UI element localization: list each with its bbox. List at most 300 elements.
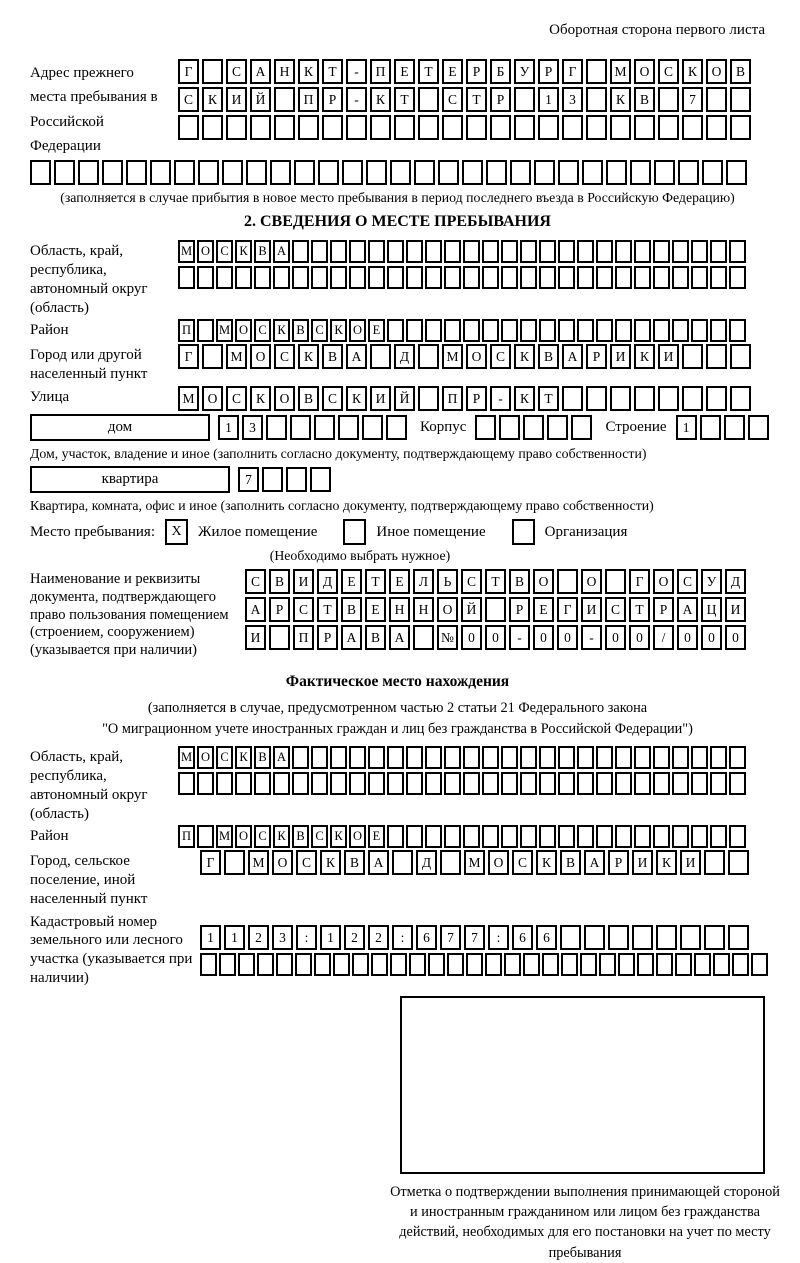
char-cell: К	[656, 850, 677, 875]
dom-row	[30, 414, 765, 441]
char-cell	[501, 240, 518, 263]
char-cell	[370, 115, 391, 140]
char-cell: П	[298, 87, 319, 112]
char-cell	[596, 319, 613, 342]
char-cell	[466, 115, 487, 140]
char-cell: П	[370, 59, 391, 84]
char-cell: 1	[218, 415, 239, 440]
char-cell: В	[509, 569, 530, 594]
char-cell: В	[341, 597, 362, 622]
char-cell	[534, 160, 555, 185]
char-cell	[632, 925, 653, 950]
char-cell	[654, 160, 675, 185]
char-cell: В	[560, 850, 581, 875]
char-cell: Е	[394, 59, 415, 84]
char-cell	[418, 344, 439, 369]
char-cell	[387, 746, 404, 769]
char-cell: С	[322, 386, 343, 411]
char-cell	[580, 953, 597, 976]
char-cell	[485, 953, 502, 976]
fact-note-2: "О миграционном учете иностранных граждан и лиц без гражданства в Российской Федерации")	[102, 721, 693, 738]
char-cell	[54, 160, 75, 185]
char-cell: А	[250, 59, 271, 84]
char-cell	[596, 772, 613, 795]
char-cell	[222, 160, 243, 185]
char-cell	[254, 266, 271, 289]
char-cell	[197, 825, 214, 848]
char-cell	[558, 746, 575, 769]
char-cell	[751, 953, 768, 976]
char-cell	[482, 746, 499, 769]
char-cell	[558, 825, 575, 848]
char-cell: К	[514, 386, 535, 411]
char-cell	[691, 746, 708, 769]
char-cell: Д	[317, 569, 338, 594]
char-cell: Т	[485, 569, 506, 594]
stamp-box	[400, 996, 765, 1174]
char-cell: О	[197, 240, 214, 263]
char-cell: К	[346, 386, 367, 411]
char-cell	[610, 386, 631, 411]
char-cell: И	[725, 597, 746, 622]
char-cell: В	[365, 625, 386, 650]
char-cell: К	[273, 825, 290, 848]
doc-section	[30, 569, 765, 659]
char-cell	[672, 319, 689, 342]
char-cell: М	[178, 386, 199, 411]
char-cell	[558, 240, 575, 263]
char-cell: С	[296, 850, 317, 875]
char-cell	[266, 415, 287, 440]
stroenie-label: Строение	[605, 418, 667, 435]
char-cell: Р	[466, 386, 487, 411]
char-cell	[414, 160, 435, 185]
char-cell: Д	[725, 569, 746, 594]
char-cell: В	[254, 746, 271, 769]
mesto-prebyvaniya-row	[30, 519, 765, 545]
char-cell: С	[490, 344, 511, 369]
char-cell	[295, 953, 312, 976]
char-cell: С	[605, 597, 626, 622]
char-cell	[330, 772, 347, 795]
char-cell	[729, 825, 746, 848]
dom-box: дом	[30, 414, 210, 441]
char-cell	[178, 115, 199, 140]
char-cell	[615, 266, 632, 289]
char-cell	[542, 953, 559, 976]
prev-address-cell-rows	[178, 59, 754, 143]
char-cell: И	[226, 87, 247, 112]
prev-address-row-3	[178, 115, 754, 140]
dom-cells	[218, 415, 410, 440]
char-cell	[290, 415, 311, 440]
char-cell	[730, 386, 751, 411]
char-cell	[558, 319, 575, 342]
char-cell: К	[330, 825, 347, 848]
char-cell: О	[235, 319, 252, 342]
char-cell: 7	[682, 87, 703, 112]
char-cell: Г	[629, 569, 650, 594]
char-cell	[463, 240, 480, 263]
doc-row-3	[245, 625, 749, 650]
char-cell: 0	[485, 625, 506, 650]
prev-address-row-4	[30, 160, 765, 185]
char-cell	[539, 319, 556, 342]
char-cell: К	[298, 59, 319, 84]
char-cell	[425, 240, 442, 263]
char-cell	[682, 344, 703, 369]
char-cell	[653, 319, 670, 342]
char-cell: У	[514, 59, 535, 84]
char-cell	[680, 925, 701, 950]
char-cell: Е	[365, 597, 386, 622]
fact-kadastr-label: Кадастровый номер земельного или лесного участка (указывается при наличии)	[30, 913, 193, 986]
checkbox-inoe	[343, 519, 366, 545]
char-cell	[273, 266, 290, 289]
char-cell	[475, 415, 496, 440]
char-cell	[672, 240, 689, 263]
char-cell	[586, 87, 607, 112]
char-cell: Е	[368, 825, 385, 848]
prev-address-label: Адрес прежнего места пребывания в Российской Федерации	[30, 65, 158, 154]
char-cell: Н	[274, 59, 295, 84]
char-cell: :	[488, 925, 509, 950]
char-cell	[463, 746, 480, 769]
char-cell	[368, 240, 385, 263]
char-cell	[368, 266, 385, 289]
char-cell: О	[533, 569, 554, 594]
char-cell	[678, 160, 699, 185]
char-cell: И	[658, 344, 679, 369]
char-cell: 3	[562, 87, 583, 112]
char-cell	[490, 115, 511, 140]
char-cell	[729, 772, 746, 795]
char-cell	[78, 160, 99, 185]
char-cell: 0	[629, 625, 650, 650]
char-cell	[501, 825, 518, 848]
char-cell	[729, 266, 746, 289]
field-oblast	[30, 240, 765, 317]
char-cell	[653, 825, 670, 848]
char-cell	[202, 344, 223, 369]
char-cell	[235, 266, 252, 289]
char-cell	[557, 569, 578, 594]
char-cell	[710, 266, 727, 289]
char-cell: П	[178, 825, 195, 848]
fact-field-gorod	[30, 850, 765, 908]
char-cell	[444, 825, 461, 848]
char-cell: А	[368, 850, 389, 875]
char-cell	[700, 415, 721, 440]
char-cell: Л	[413, 569, 434, 594]
char-cell	[634, 266, 651, 289]
char-cell	[656, 925, 677, 950]
char-cell: О	[581, 569, 602, 594]
char-cell: 0	[725, 625, 746, 650]
korpus-cells	[475, 415, 595, 440]
char-cell	[577, 746, 594, 769]
char-cell	[520, 266, 537, 289]
char-cell: М	[442, 344, 463, 369]
char-cell	[658, 87, 679, 112]
char-cell: О	[634, 59, 655, 84]
char-cell	[390, 953, 407, 976]
char-cell	[406, 825, 423, 848]
char-cell: 3	[242, 415, 263, 440]
char-cell	[342, 160, 363, 185]
char-cell: 1	[676, 415, 697, 440]
char-cell: -	[581, 625, 602, 650]
char-cell	[691, 319, 708, 342]
char-cell	[672, 825, 689, 848]
char-cell	[504, 953, 521, 976]
char-cell	[202, 115, 223, 140]
kvartira-box: квартира	[30, 466, 230, 493]
char-cell	[447, 953, 464, 976]
char-cell: В	[634, 87, 655, 112]
char-cell	[413, 625, 434, 650]
char-cell	[634, 386, 655, 411]
char-cell: 0	[677, 625, 698, 650]
char-cell: :	[392, 925, 413, 950]
char-cell: С	[293, 597, 314, 622]
char-cell	[704, 850, 725, 875]
char-cell: Г	[557, 597, 578, 622]
char-cell	[558, 266, 575, 289]
char-cell: Т	[538, 386, 559, 411]
char-cell	[539, 746, 556, 769]
char-cell: О	[272, 850, 293, 875]
char-cell: С	[216, 746, 233, 769]
char-cell	[311, 266, 328, 289]
char-cell: Т	[629, 597, 650, 622]
fact-kadastr-row-1	[200, 925, 770, 950]
char-cell	[292, 746, 309, 769]
char-cell	[523, 953, 540, 976]
char-cell	[352, 953, 369, 976]
char-cell	[539, 772, 556, 795]
fact-field-raion	[30, 825, 765, 848]
doc-label: Наименование и реквизиты документа, подтверждающего право пользования помещением (строением, сооружением) (указывается при наличии)	[30, 571, 229, 659]
raion-row	[178, 319, 748, 342]
char-cell	[387, 266, 404, 289]
fact-raion-label: Район	[30, 828, 69, 845]
char-cell	[704, 925, 725, 950]
section2-title: 2. СВЕДЕНИЯ О МЕСТЕ ПРЕБЫВАНИЯ	[244, 213, 551, 231]
char-cell	[425, 266, 442, 289]
char-cell: -	[509, 625, 530, 650]
char-cell	[294, 160, 315, 185]
char-cell	[466, 953, 483, 976]
field-ulitsa	[30, 386, 765, 411]
prev-address-note: (заполняется в случае прибытия в новое место пребывания в период последнего въезда в Российскую Федерацию)	[60, 190, 735, 206]
char-cell: 1	[224, 925, 245, 950]
stamp-caption: Отметка о подтверждении выполнения принимающей стороной и иностранным гражданином или лицом без гражданства действий, необходимых для его постановки на учет по месту пребывания	[390, 1183, 780, 1261]
char-cell: К	[250, 386, 271, 411]
char-cell: Р	[269, 597, 290, 622]
char-cell: О	[466, 344, 487, 369]
fact-heading: Фактическое место нахождения	[285, 672, 510, 690]
char-cell: №	[437, 625, 458, 650]
char-cell	[653, 746, 670, 769]
char-cell	[463, 772, 480, 795]
char-cell: У	[701, 569, 722, 594]
gorod-label: Город или другой населенный пункт	[30, 347, 148, 383]
char-cell	[349, 240, 366, 263]
char-cell	[238, 953, 255, 976]
char-cell	[702, 160, 723, 185]
char-cell: 2	[368, 925, 389, 950]
char-cell	[366, 160, 387, 185]
char-cell	[349, 266, 366, 289]
char-cell: :	[296, 925, 317, 950]
char-cell	[605, 569, 626, 594]
char-cell	[371, 953, 388, 976]
char-cell: Е	[389, 569, 410, 594]
char-cell: М	[248, 850, 269, 875]
fact-gorod-label: Город, сельское поселение, иной населенный пункт	[30, 853, 148, 907]
char-cell: И	[293, 569, 314, 594]
char-cell: С	[274, 344, 295, 369]
char-cell	[730, 87, 751, 112]
char-cell: 0	[701, 625, 722, 650]
char-cell	[444, 240, 461, 263]
char-cell	[286, 467, 307, 492]
char-cell	[444, 772, 461, 795]
char-cell	[219, 953, 236, 976]
char-cell	[501, 319, 518, 342]
char-cell	[634, 240, 651, 263]
char-cell: Р	[509, 597, 530, 622]
char-cell	[330, 746, 347, 769]
char-cell	[562, 386, 583, 411]
char-cell: 0	[557, 625, 578, 650]
char-cell	[653, 772, 670, 795]
prev-address-section	[30, 59, 765, 206]
char-cell	[539, 240, 556, 263]
char-cell	[370, 344, 391, 369]
field-gorod	[30, 344, 765, 384]
doc-row-1	[245, 569, 749, 594]
char-cell	[501, 772, 518, 795]
char-cell	[710, 319, 727, 342]
char-cell	[216, 266, 233, 289]
char-cell: 1	[200, 925, 221, 950]
char-cell	[216, 772, 233, 795]
raion-label: Район	[30, 322, 69, 339]
char-cell: О	[250, 344, 271, 369]
char-cell: А	[389, 625, 410, 650]
char-cell	[599, 953, 616, 976]
char-cell	[425, 772, 442, 795]
char-cell	[197, 319, 214, 342]
char-cell	[634, 746, 651, 769]
char-cell: 1	[538, 87, 559, 112]
char-cell	[582, 160, 603, 185]
checkbox-organizatsiya	[512, 519, 535, 545]
char-cell: 7	[238, 467, 259, 492]
char-cell	[691, 240, 708, 263]
char-cell	[269, 625, 290, 650]
char-cell	[126, 160, 147, 185]
char-cell	[482, 266, 499, 289]
char-cell	[615, 319, 632, 342]
char-cell	[561, 953, 578, 976]
char-cell	[653, 240, 670, 263]
char-cell: Г	[200, 850, 221, 875]
char-cell: Р	[608, 850, 629, 875]
char-cell	[730, 115, 751, 140]
char-cell	[514, 87, 535, 112]
char-cell	[577, 772, 594, 795]
char-cell	[292, 772, 309, 795]
char-cell	[514, 115, 535, 140]
char-cell	[387, 319, 404, 342]
char-cell	[577, 240, 594, 263]
char-cell: -	[490, 386, 511, 411]
char-cell	[691, 266, 708, 289]
char-cell	[691, 825, 708, 848]
char-cell	[634, 772, 651, 795]
ulitsa-label: Улица	[30, 388, 70, 405]
char-cell: 0	[605, 625, 626, 650]
char-cell	[501, 746, 518, 769]
char-cell	[318, 160, 339, 185]
char-cell: Т	[418, 59, 439, 84]
char-cell	[672, 772, 689, 795]
char-cell	[346, 115, 367, 140]
char-cell	[442, 115, 463, 140]
char-cell	[510, 160, 531, 185]
char-cell	[409, 953, 426, 976]
oblast-row-2	[178, 266, 748, 289]
char-cell	[520, 746, 537, 769]
char-cell: А	[584, 850, 605, 875]
char-cell	[539, 266, 556, 289]
char-cell: Т	[365, 569, 386, 594]
char-cell	[394, 115, 415, 140]
char-cell: С	[677, 569, 698, 594]
char-cell: К	[273, 319, 290, 342]
char-cell	[418, 386, 439, 411]
char-cell	[706, 115, 727, 140]
char-cell	[584, 925, 605, 950]
prev-address-row-1	[178, 59, 754, 84]
mesto-label: Место пребывания:	[30, 523, 155, 540]
char-cell	[406, 266, 423, 289]
char-cell: Р	[490, 87, 511, 112]
korpus-label: Корпус	[420, 418, 467, 435]
char-cell	[392, 850, 413, 875]
char-cell	[257, 953, 274, 976]
char-cell: -	[346, 87, 367, 112]
char-cell	[558, 160, 579, 185]
char-cell: 0	[533, 625, 554, 650]
char-cell: Е	[368, 319, 385, 342]
fact-oblast-label: Область, край, республика, автономный округ (область)	[30, 749, 148, 822]
fact-field-oblast	[30, 746, 765, 823]
char-cell: А	[245, 597, 266, 622]
char-cell: С	[461, 569, 482, 594]
char-cell	[463, 825, 480, 848]
char-cell	[706, 87, 727, 112]
char-cell: 0	[461, 625, 482, 650]
char-cell	[418, 115, 439, 140]
char-cell: В	[322, 344, 343, 369]
char-cell	[539, 825, 556, 848]
char-cell	[386, 415, 407, 440]
char-cell: Е	[341, 569, 362, 594]
